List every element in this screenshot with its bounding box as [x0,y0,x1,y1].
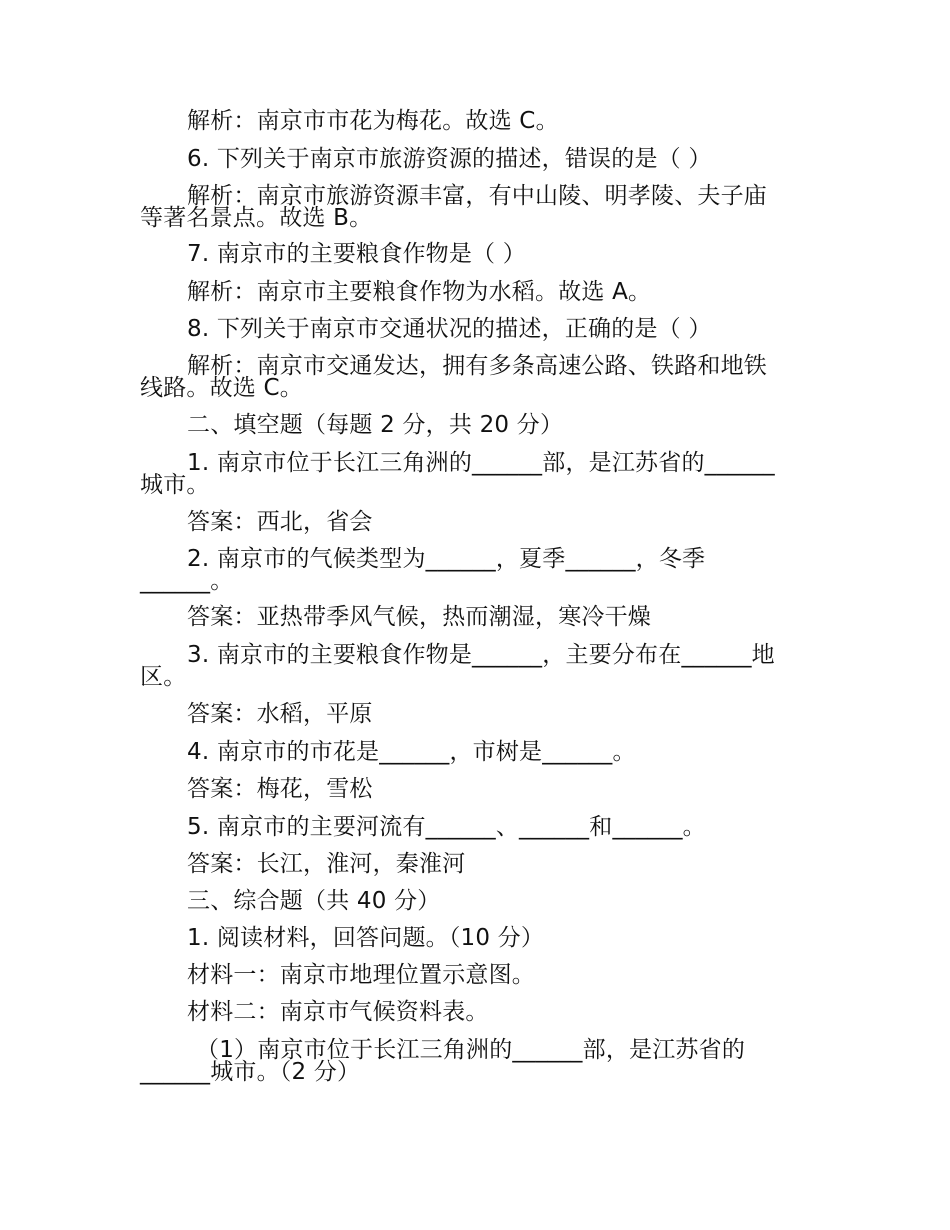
section-heading: 二、填空题（每题 2 分，共 20 分） [187,412,564,438]
answer-text: 答案：亚热带季风气候，热而潮湿，寒冷干燥 [187,604,651,630]
question-text: 6. 下列关于南京市旅游资源的描述，错误的是（ ） [187,146,712,172]
material-text: 材料二：南京市气候资料表。 [187,999,489,1025]
answer-text: 答案：梅花，雪松 [187,776,373,802]
sub-question-text-continued: ______城市。（2 分） [140,1059,361,1085]
analysis-text-continued: 线路。故选 C。 [140,375,303,401]
question-text: 4. 南京市的市花是______，市树是______。 [187,739,636,765]
answer-text: 答案：长江，淮河，秦淮河 [187,851,466,877]
question-text-continued: 区。 [140,664,187,690]
question-text: 1. 阅读材料，回答问题。（10 分） [187,925,545,951]
analysis-text: 解析：南京市旅游资源丰富，有中山陵、明孝陵、夫子庙 [187,183,767,209]
question-text: 5. 南京市的主要河流有______、______和______。 [187,814,706,840]
question-text-continued: 城市。 [140,472,210,498]
question-text: 7. 南京市的主要粮食作物是（ ） [187,241,526,267]
analysis-text: 解析：南京市主要粮食作物为水稻。故选 A。 [187,279,652,305]
answer-text: 答案：西北，省会 [187,509,373,535]
question-text: 8. 下列关于南京市交通状况的描述，正确的是（ ） [187,316,712,342]
question-text: 1. 南京市位于长江三角洲的______部，是江苏省的______ [187,450,775,476]
analysis-text: 解析：南京市交通发达，拥有多条高速公路、铁路和地铁 [187,353,767,379]
analysis-text: 解析：南京市市花为梅花。故选 C。 [187,108,559,134]
question-text: 2. 南京市的气候类型为______，夏季______，冬季 [187,546,706,572]
question-text-continued: ______。 [140,568,234,594]
section-heading: 三、综合题（共 40 分） [187,888,441,914]
material-text: 材料一：南京市地理位置示意图。 [187,962,535,988]
analysis-text-continued: 等著名景点。故选 B。 [140,205,373,231]
sub-question-text: （1）南京市位于长江三角洲的______部，是江苏省的 [196,1037,746,1063]
answer-text: 答案：水稻，平原 [187,701,373,727]
question-text: 3. 南京市的主要粮食作物是______，主要分布在______地 [187,642,775,668]
